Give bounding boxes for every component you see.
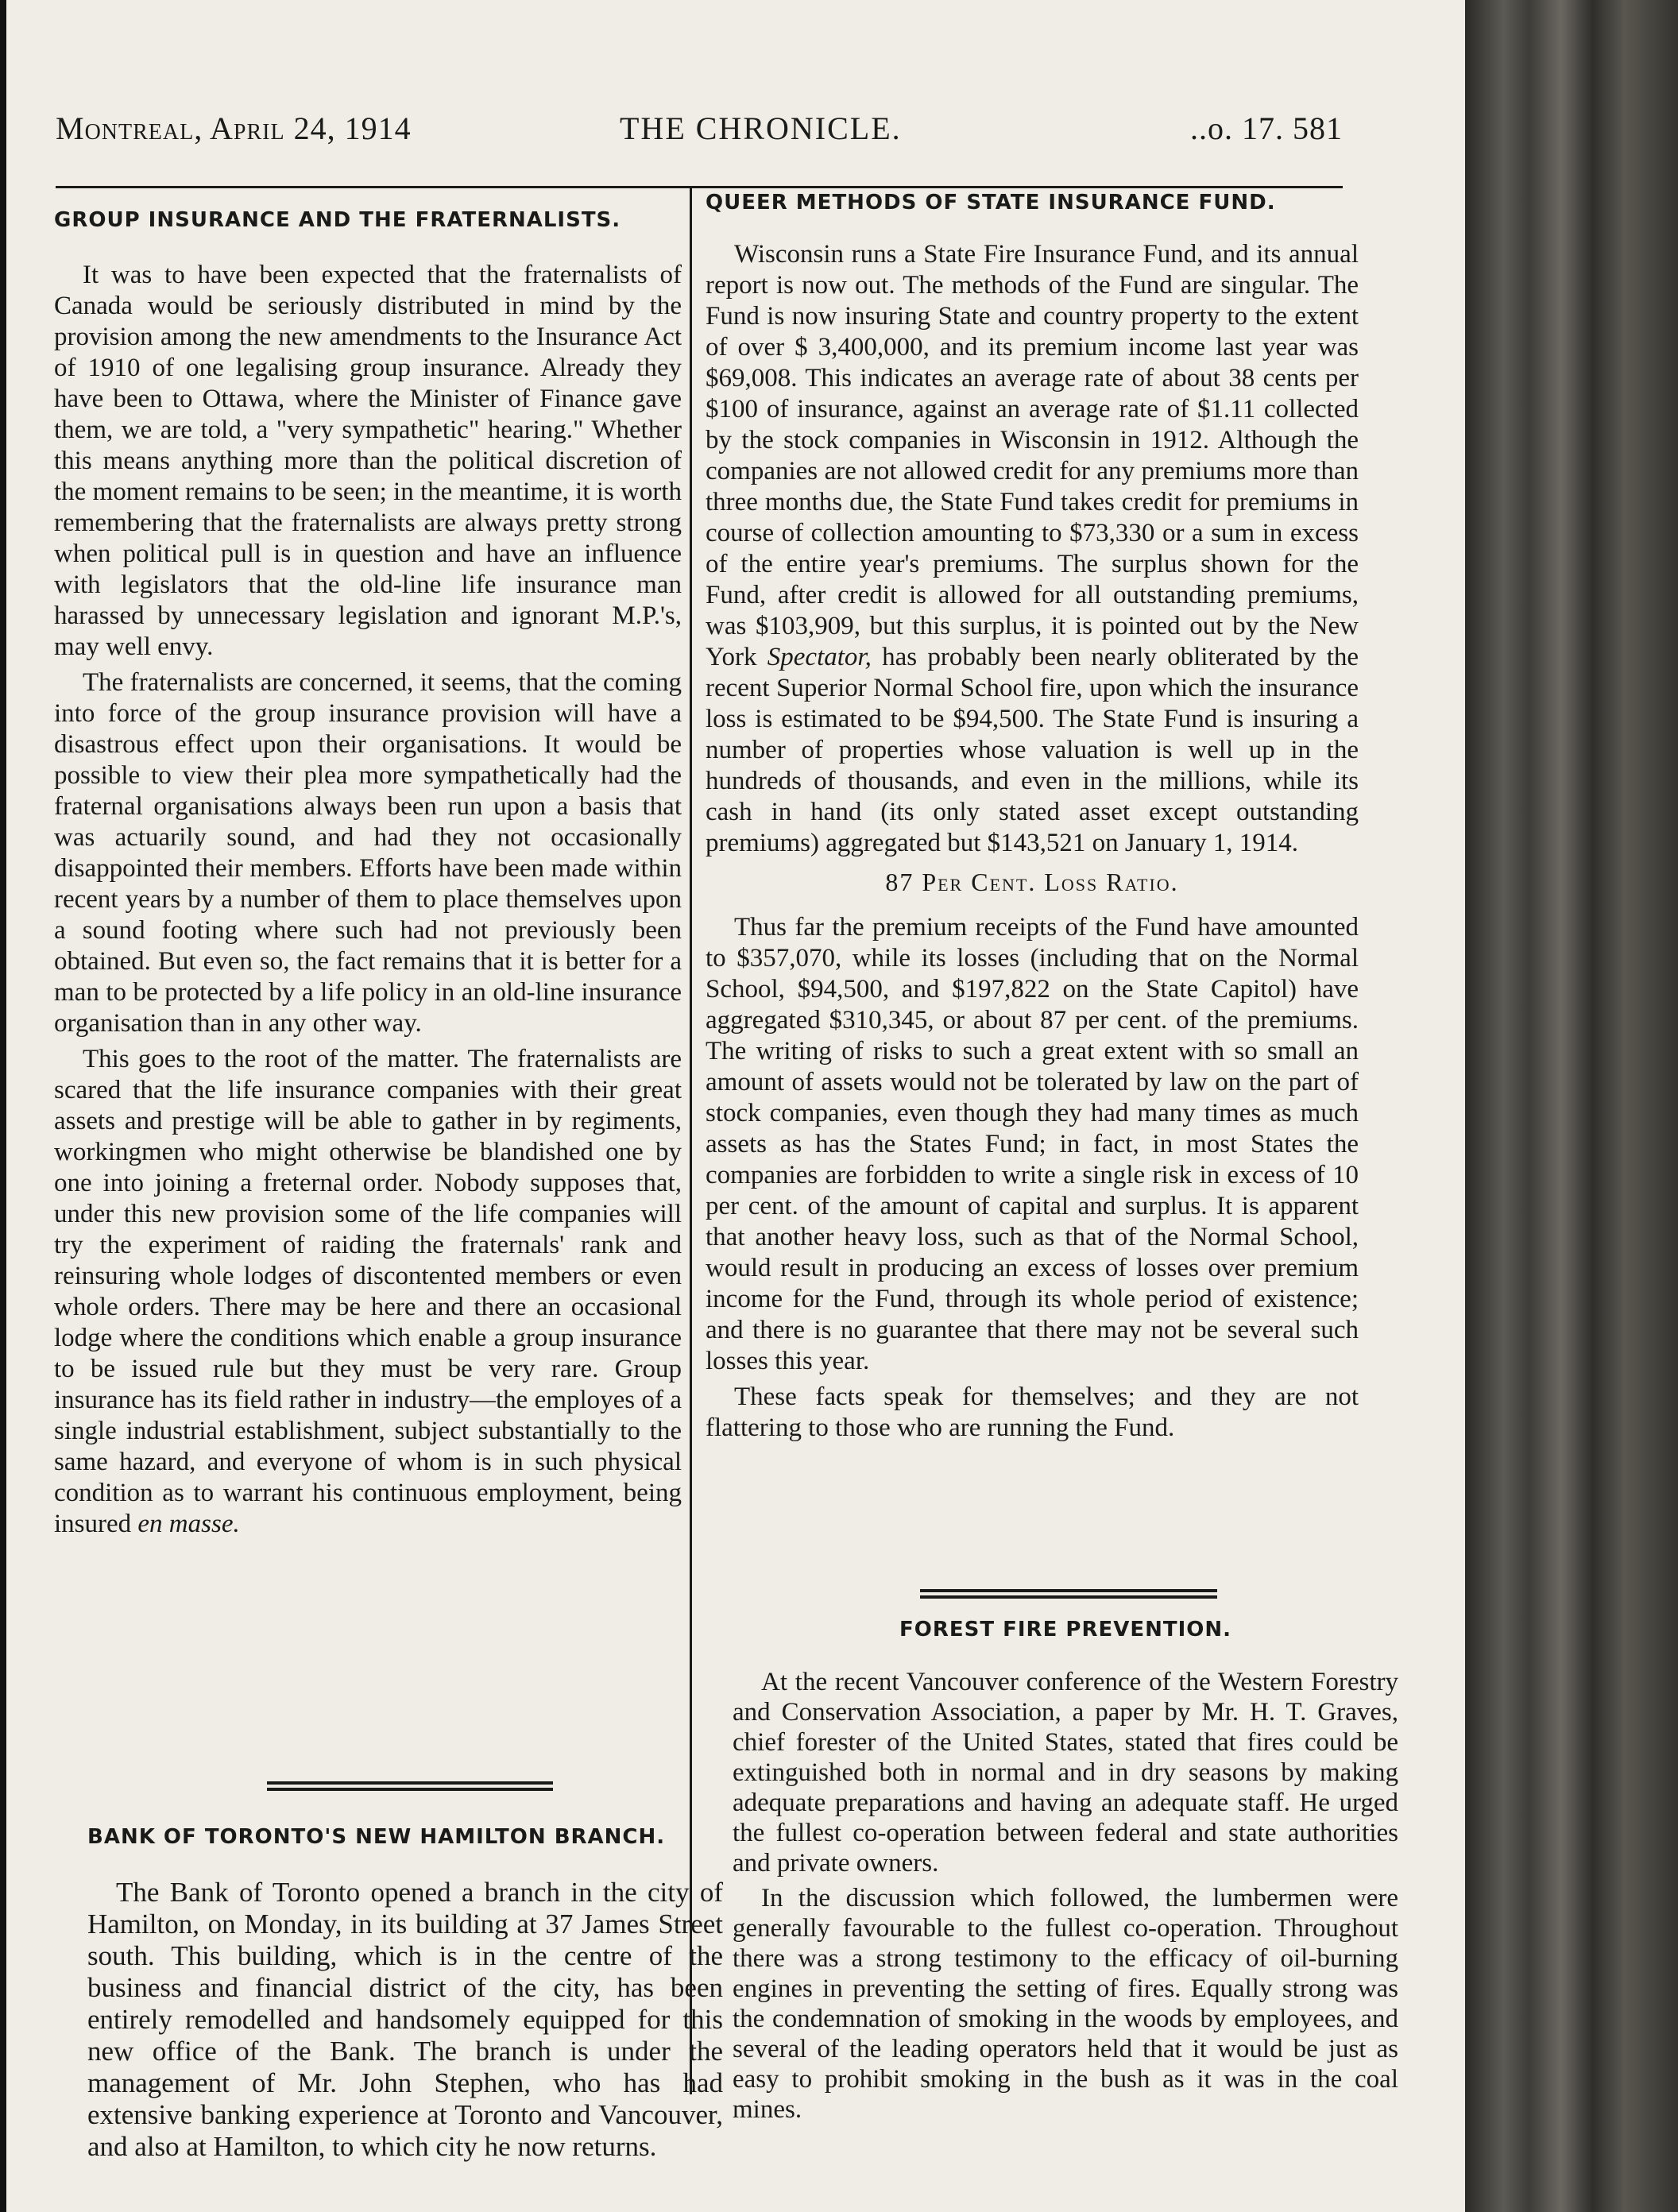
italic-phrase: Spectator, xyxy=(767,643,872,671)
article-paragraph: In the discussion which followed, the lumbermen were generally favourable to the fullest co-operation. Throughout there was a strong testimony to the efficacy of oil-burning engines in preventing the setting of fires. Equally strong was the condemnation of smoking in the woods by employees, and several of the leading operators held that it would be just as easy to prohibit smoking in the bush as it was in the coal mines. xyxy=(733,1884,1398,2124)
article-text: Wisconsin runs a State Fire Insurance Fund, and its annual report is now out. The methods of the Fund are singular. The Fund is now insuring State and country property to the extent of over $ 3,400,000, and its premium income last year was $69,008. This indicates an average rate of about 38 cents per $100 of insurance, against an average rate of $1.11 collected by the stock companies in Wisconsin in 1912. Although the companies are not allowed credit for any premiums more than three months due, the State Fund takes credit for premiums in course of collection amounting to $73,330 or a sum in excess of the entire year's premiums. The surplus shown for the Fund, after credit is allowed for all outstanding premiums, was $103,909, but this surplus, it is pointed out by the New York xyxy=(706,240,1359,671)
header-date: Montreal, April 24, 1914 xyxy=(56,110,412,146)
header-page-number: ..o. 17. 581 xyxy=(1190,110,1343,146)
article-paragraph: The fraternalists are concerned, it seems, that the coming into force of the group insurance provision will have a disastrous effect upon their organisations. It would be possible to view their plea more sympathetically had the fraternal organisations always been run upon a basis that was actuarily sound, and had they not occasionally disappointed their members. Efforts have been made within recent years by a number of them to place themselves upon a sound footing where such had not previously been obtained. But even so, the fact remains that it is better for a man to be protected by a life policy in an old-line insurance organisation than in any other way. xyxy=(54,668,682,1038)
article-paragraph: The Bank of Toronto opened a branch in the city of Hamilton, on Monday, in its building at 37 James Street south. This building, which is in the centre of the business and financial district of the city, has been entirely remodelled and handsomely equipped for this new office of the Bank. The branch is under the management of Mr. John Stephen, who has had extensive banking experience at Toronto and Vancouver, and also at Hamilton, to which city he now returns. xyxy=(87,1877,723,2162)
right-column xyxy=(706,188,1359,1448)
article-paragraph: It was to have been expected that the fraternalists of Canada would be seriously distributed in mind by the provision among the new amendments to the Insurance Act of 1910 of one legalising group insurance. Already they have been to Ottawa, where the Minister of Finance gave them, we are told, a "very sympathetic" hearing." Whether this means anything more than the political discretion of the moment remains to be seen; in the meantime, it is worth remembering that the fraternalists are always pretty strong when political pull is in question and have an influence with legislators that the old-line life insurance man harassed by unnecessary legislation and ignorant M.P.'s, may well envy. xyxy=(54,261,682,661)
running-header xyxy=(56,102,1343,157)
right-column-lower xyxy=(733,1615,1398,2129)
article-headline-bank: BANK OF TORONTO'S NEW HAMILTON BRANCH. xyxy=(87,1825,666,1849)
article-headline-group: GROUP INSURANCE AND THE FRATERNALISTS. xyxy=(54,208,621,232)
italic-phrase: en masse. xyxy=(137,1510,240,1538)
article-text: This goes to the root of the matter. The fraternalists are scared that the life insurance companies with their great assets and prestige will be able to gather in by regiments, workingmen who might otherwise be blandished one by one into joining a freternal order. Nobody supposes that, under this new provision some of the life companies will try the experiment of raiding the fraternals' rank and reinsuring whole lodges of discontented members or even whole orders. There may be here and there an occasional lodge where the conditions which enable a group insurance to be issued rule but they must be very rare. Group insurance has its field rather in industry—the employes of a single industrial establishment, subject substantially to the same hazard, and everyone of whom is in such physical condition as to warrant his continuous employment, being insured xyxy=(54,1045,682,1538)
section-divider xyxy=(920,1589,1217,1599)
left-column-lower xyxy=(87,1821,723,2168)
article-paragraph: Thus far the premium receipts of the Fund have amounted to $357,070, while its losses (including that on the Normal School, $94,500, and $197,822 on the State Capitol) have aggregated $310,345, or about 87 per cent. of the premiums. The writing of risks to such a great extent with so small an amount of assets would not be tolerated by law on the part of stock companies, even though they had many times as much assets as has the States Fund; in fact, in most States the companies are forbidden to write a single risk in excess of 10 per cent. of the amount of capital and surplus. It is apparent that another heavy loss, such as that of the Normal School, would result in producing an excess of losses over premium income for the Fund, through its whole period of existence; and there is no guarantee that there may not be several such losses this year. xyxy=(706,913,1359,1375)
article-headline-forest: FOREST FIRE PREVENTION. xyxy=(899,1618,1232,1642)
article-paragraph xyxy=(706,239,1359,859)
left-column xyxy=(54,205,682,1545)
article-subhead: 87 Per Cent. Loss Ratio. xyxy=(885,868,1179,896)
section-divider xyxy=(267,1781,553,1791)
header-title: THE CHRONICLE. xyxy=(620,110,902,146)
article-paragraph xyxy=(54,1044,682,1540)
book-spine-edge xyxy=(1465,0,1678,2212)
article-headline-state: QUEER METHODS OF STATE INSURANCE FUND. xyxy=(706,191,1276,215)
article-paragraph: These facts speak for themselves; and they are not flattering to those who are running the Fund. xyxy=(706,1382,1359,1442)
column-rule xyxy=(690,188,692,2094)
article-paragraph: At the recent Vancouver conference of the Western Forestry and Conservation Association, a paper by Mr. H. T. Graves, chief forester of the United States, stated that fires could be extinguished both in normal and in dry seasons by making adequate preparations and having an adequate staff. He urged the fullest co-operation between federal and state authorities and private owners. xyxy=(733,1668,1398,1877)
article-text: has probably been nearly obliterated by the recent Superior Normal School fire, upon which the insurance loss is estimated to be $94,500. The State Fund is insuring a number of properties whose valuation is well up in the hundreds of thousands, and even in the millions, while its cash in hand (its only stated asset except outstanding premiums) aggregated but $143,521 on January 1, 1914. xyxy=(706,643,1359,857)
